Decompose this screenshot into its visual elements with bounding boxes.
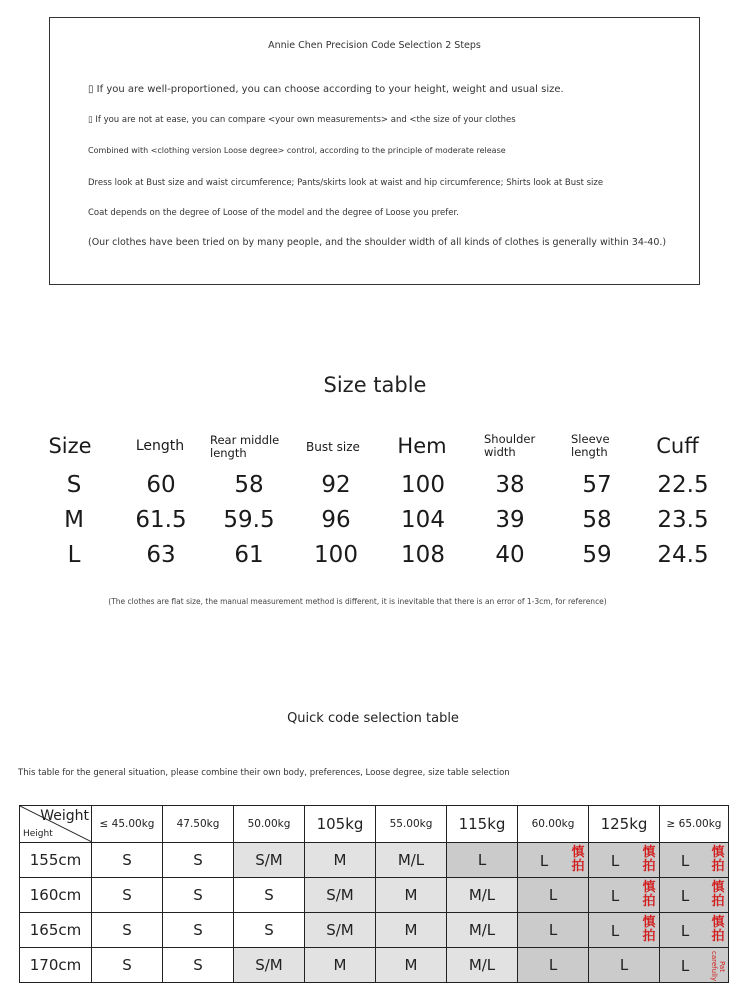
header-hem: Hem [397, 434, 447, 458]
size-cell: M [376, 878, 447, 913]
header-size: Size [48, 434, 92, 458]
size-cell: M/L [447, 913, 518, 948]
height-label: 165cm [20, 913, 92, 948]
size-cell: S [92, 878, 163, 913]
size-cell: M [376, 913, 447, 948]
cell-cuff: 23.5 [657, 507, 709, 533]
header-cuff: Cuff [656, 434, 699, 458]
size-cell: M [305, 843, 376, 878]
cell-size: L [67, 542, 81, 568]
height-label: 160cm [20, 878, 92, 913]
size-cell: S [234, 878, 305, 913]
size-value: L [610, 887, 620, 905]
weight-header: ≥ 65.00kg [660, 806, 729, 843]
corner-cell [20, 806, 92, 843]
guide-line-6: (Our clothes have been tried on by many people, and the shoulder width of all kinds of clothes is generally within 34-40.) [88, 237, 667, 248]
height-label: 170cm [20, 948, 92, 983]
cell-sleeve-length: 57 [582, 472, 612, 498]
weight-header: 50.00kg [234, 806, 305, 843]
weight-header: 47.50kg [163, 806, 234, 843]
cell-sleeve-length: 58 [582, 507, 612, 533]
height-row-165 [20, 913, 729, 948]
size-cell: L [518, 913, 589, 948]
cell-rear-middle-length: 61 [234, 542, 264, 568]
size-cell: S [163, 948, 234, 983]
weight-header: 60.00kg [518, 806, 589, 843]
quick-table-title: Quick code selection table [287, 711, 459, 726]
header-length: Length [135, 438, 185, 454]
quick-code-table [19, 805, 729, 983]
weight-header: 105kg [305, 806, 376, 843]
size-cell: S/M [234, 843, 305, 878]
caution-mark: 慎拍 [571, 845, 585, 874]
size-cell: M [376, 948, 447, 983]
header-rear-middle-length: Rear middle length [210, 433, 280, 460]
caution-mark: 慎拍 [642, 915, 656, 944]
cell-sleeve-length: 59 [582, 542, 612, 568]
size-row-s [30, 468, 740, 503]
size-cell [660, 843, 729, 878]
weight-header-row [20, 806, 729, 843]
cell-hem: 100 [401, 472, 445, 498]
caution-mark: 慎拍 [642, 845, 656, 874]
weight-header: 115kg [447, 806, 518, 843]
caution-mark: 慎拍 [642, 880, 656, 909]
size-table-header [30, 428, 740, 468]
size-cell: S/M [305, 913, 376, 948]
size-cell: M/L [447, 878, 518, 913]
weight-header: 55.00kg [376, 806, 447, 843]
size-cell: L [518, 878, 589, 913]
caution-mark: 慎拍 [711, 880, 725, 909]
cell-shoulder-width: 40 [495, 542, 525, 568]
size-guide-box [49, 17, 700, 285]
cell-hem: 108 [401, 542, 445, 568]
cell-rear-middle-length: 58 [234, 472, 264, 498]
corner-weight-label: Weight [40, 808, 89, 824]
cell-size: M [64, 507, 84, 533]
size-cell: S [234, 913, 305, 948]
height-row-160 [20, 878, 729, 913]
size-cell: M [305, 948, 376, 983]
caution-mark: 慎拍 [711, 845, 725, 874]
size-value: L [680, 887, 690, 905]
cell-length: 60 [146, 472, 176, 498]
size-cell [660, 913, 729, 948]
size-cell: S [163, 913, 234, 948]
size-cell [660, 878, 729, 913]
pat-carefully-note: Pat carefully [710, 950, 726, 982]
size-cell: M/L [376, 843, 447, 878]
header-bust-size: Bust size [306, 440, 360, 454]
size-table-note: (The clothes are flat size, the manual measurement method is different, it is inevitable that there is an error of 1-3cm, for reference) [108, 597, 607, 606]
height-row-170 [20, 948, 729, 983]
cell-bust-size: 96 [321, 507, 351, 533]
cell-rear-middle-length: 59.5 [223, 507, 275, 533]
caution-mark: 慎拍 [711, 915, 725, 944]
guide-line-1: ▯ If you are well-proportioned, you can choose according to your height, weight and usual size. [88, 84, 564, 95]
cell-bust-size: 100 [314, 542, 358, 568]
cell-cuff: 22.5 [657, 472, 709, 498]
guide-line-5: Coat depends on the degree of Loose of the model and the degree of Loose you prefer. [88, 208, 459, 218]
guide-line-2: ▯ If you are not at ease, you can compare <your own measurements> and <the size of your clothes [88, 115, 516, 125]
cell-hem: 104 [401, 507, 445, 533]
size-cell: S [92, 948, 163, 983]
weight-header: ≤ 45.00kg [92, 806, 163, 843]
cell-bust-size: 92 [321, 472, 351, 498]
size-cell: S/M [234, 948, 305, 983]
corner-height-label: Height [23, 829, 53, 839]
cell-size: S [66, 472, 82, 498]
size-row-l [30, 538, 740, 573]
size-cell [660, 948, 729, 983]
size-cell: M/L [447, 948, 518, 983]
cell-shoulder-width: 38 [495, 472, 525, 498]
quick-table-note: This table for the general situation, please combine their own body, preferences, Loose degree, size table selection [18, 768, 510, 778]
weight-header: 125kg [589, 806, 660, 843]
size-table-title: Size table [323, 373, 427, 397]
size-cell: S [163, 878, 234, 913]
size-row-m [30, 503, 740, 538]
size-value: L [610, 922, 620, 940]
size-value: L [539, 852, 549, 870]
header-sleeve-length: Sleeve length [571, 432, 610, 459]
size-cell: S [92, 913, 163, 948]
cell-length: 61.5 [135, 507, 187, 533]
size-cell: L [447, 843, 518, 878]
cell-shoulder-width: 39 [495, 507, 525, 533]
cell-length: 63 [146, 542, 176, 568]
height-label: 155cm [20, 843, 92, 878]
size-value: L [680, 922, 690, 940]
height-row-155 [20, 843, 729, 878]
size-value: L [680, 957, 690, 975]
cell-cuff: 24.5 [657, 542, 709, 568]
guide-line-4: Dress look at Bust size and waist circumference; Pants/skirts look at waist and hip circumference; Shirts look at Bust size [88, 178, 604, 188]
size-cell [518, 843, 589, 878]
size-cell [589, 843, 660, 878]
size-cell: L [589, 948, 660, 983]
size-cell [589, 913, 660, 948]
guide-line-3: Combined with <clothing version Loose degree> control, according to the principle of moderate release [88, 146, 506, 155]
size-value: L [680, 852, 690, 870]
size-cell [589, 878, 660, 913]
size-cell: S/M [305, 878, 376, 913]
size-value: L [610, 852, 620, 870]
header-shoulder-width: Shoulder width [484, 432, 536, 459]
size-cell: S [163, 843, 234, 878]
size-cell: S [92, 843, 163, 878]
guide-title: Annie Chen Precision Code Selection 2 Steps [268, 40, 481, 51]
size-table [30, 428, 740, 573]
size-cell: L [518, 948, 589, 983]
